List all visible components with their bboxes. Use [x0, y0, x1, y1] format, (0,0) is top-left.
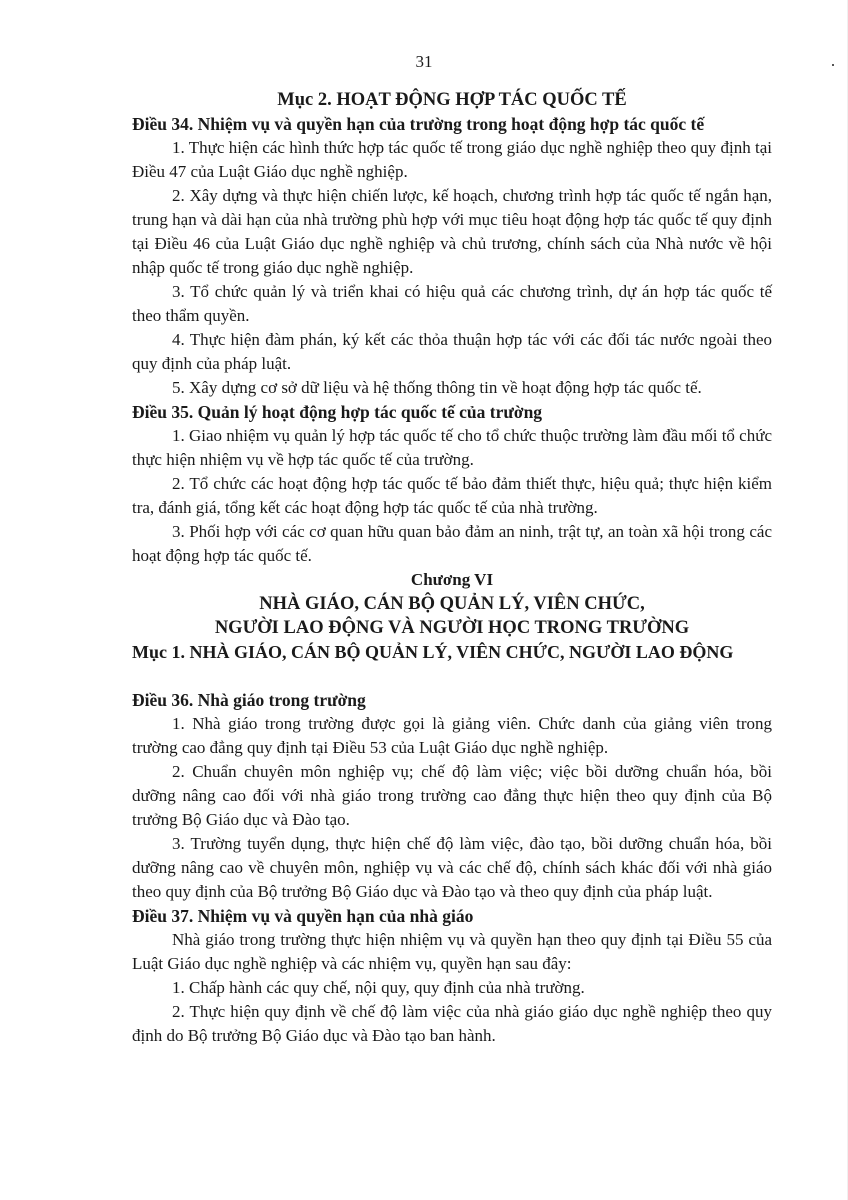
chapter-title-line-1: NHÀ GIÁO, CÁN BỘ QUẢN LÝ, VIÊN CHỨC,: [259, 594, 645, 614]
article-35-item: 1. Giao nhiệm vụ quản lý hợp tác quốc tế cho tổ chức thuộc trường làm đầu mối tổ chức thực hiện nhiệm vụ về hợp tác quốc tế của trường.: [132, 426, 772, 469]
article-35-title: Điều 35. Quản lý hoạt động hợp tác quốc tế của trường: [132, 402, 543, 422]
article-36-title: Điều 36. Nhà giáo trong trường: [132, 690, 366, 710]
article-35-item: 2. Tổ chức các hoạt động hợp tác quốc tế bảo đảm thiết thực, hiệu quả; thực hiện kiểm tra, đánh giá, tổng kết các hoạt động hợp tác quốc tế của nhà trường.: [132, 474, 772, 517]
spacer: [132, 664, 772, 688]
article-34-item: 5. Xây dựng cơ sở dữ liệu và hệ thống thông tin về hoạt động hợp tác quốc tế.: [172, 378, 702, 397]
article-34-item: 1. Thực hiện các hình thức hợp tác quốc tế trong giáo dục nghề nghiệp theo quy định tại Điều 47 của Luật Giáo dục nghề nghiệp.: [132, 138, 772, 181]
chapter-label: Chương VI: [410, 570, 494, 589]
article-34-item: 3. Tổ chức quản lý và triển khai có hiệu quả các chương trình, dự án hợp tác quốc tế theo thẩm quyền.: [132, 282, 772, 325]
article-37-title: Điều 37. Nhiệm vụ và quyền hạn của nhà giáo: [132, 906, 474, 926]
document-body: [132, 88, 772, 1048]
chapter-title-line-2: NGƯỜI LAO ĐỘNG VÀ NGƯỜI HỌC TRONG TRƯỜNG: [214, 618, 690, 638]
article-36-item: 1. Nhà giáo trong trường được gọi là giảng viên. Chức danh của giảng viên trong trường cao đẳng quy định tại Điều 53 của Luật Giáo dục nghề nghiệp.: [132, 714, 772, 757]
article-34-title: Điều 34. Nhiệm vụ và quyền hạn của trường trong hoạt động hợp tác quốc tế: [132, 114, 705, 134]
article-34-item: 2. Xây dựng và thực hiện chiến lược, kế hoạch, chương trình hợp tác quốc tế ngắn hạn, trung hạn và dài hạn của nhà trường phù hợp với mục tiêu hoạt động hợp tác quốc tế quy định tại Điều 46 của Luật Giáo dục nghề nghiệp và chủ trương, chính sách của Nhà nước về hội nhập quốc tế trong giáo dục nghề nghiệp.: [132, 186, 772, 277]
article-37-item: 1. Chấp hành các quy chế, nội quy, quy định của nhà trường.: [172, 978, 585, 997]
page-number: 31: [415, 52, 433, 71]
section-2-heading: Mục 2. HOẠT ĐỘNG HỢP TÁC QUỐC TẾ: [277, 90, 627, 110]
article-36-item: 3. Trường tuyển dụng, thực hiện chế độ làm việc, đào tạo, bồi dưỡng chuẩn hóa, bồi dưỡng nâng cao về chuyên môn, nghiệp vụ và các chế độ, chính sách khác đối với nhà giáo theo quy định của Bộ trưởng Bộ Giáo dục và Đào tạo và theo quy định của pháp luật.: [132, 834, 772, 901]
section-1-heading: Mục 1. NHÀ GIÁO, CÁN BỘ QUẢN LÝ, VIÊN CHỨC, NGƯỜI LAO ĐỘNG: [132, 642, 734, 662]
article-37-intro: Nhà giáo trong trường thực hiện nhiệm vụ và quyền hạn theo quy định tại Điều 55 của Luật Giáo dục nghề nghiệp và các nhiệm vụ, quyền hạn sau đây:: [132, 930, 772, 973]
article-37-item: 2. Thực hiện quy định về chế độ làm việc của nhà giáo giáo dục nghề nghiệp theo quy định do Bộ trưởng Bộ Giáo dục và Đào tạo ban hành.: [132, 1002, 772, 1045]
article-35-item: 3. Phối hợp với các cơ quan hữu quan bảo đảm an ninh, trật tự, an toàn xã hội trong các hoạt động hợp tác quốc tế.: [132, 522, 772, 565]
article-36-item: 2. Chuẩn chuyên môn nghiệp vụ; chế độ làm việc; việc bồi dưỡng chuẩn hóa, bồi dưỡng nâng cao đối với nhà giáo trong trường cao đẳng thực hiện theo quy định của Bộ trưởng Bộ Giáo dục và Đào tạo.: [132, 762, 772, 829]
article-34-item: 4. Thực hiện đàm phán, ký kết các thỏa thuận hợp tác với các đối tác nước ngoài theo quy định của pháp luật.: [132, 330, 772, 373]
